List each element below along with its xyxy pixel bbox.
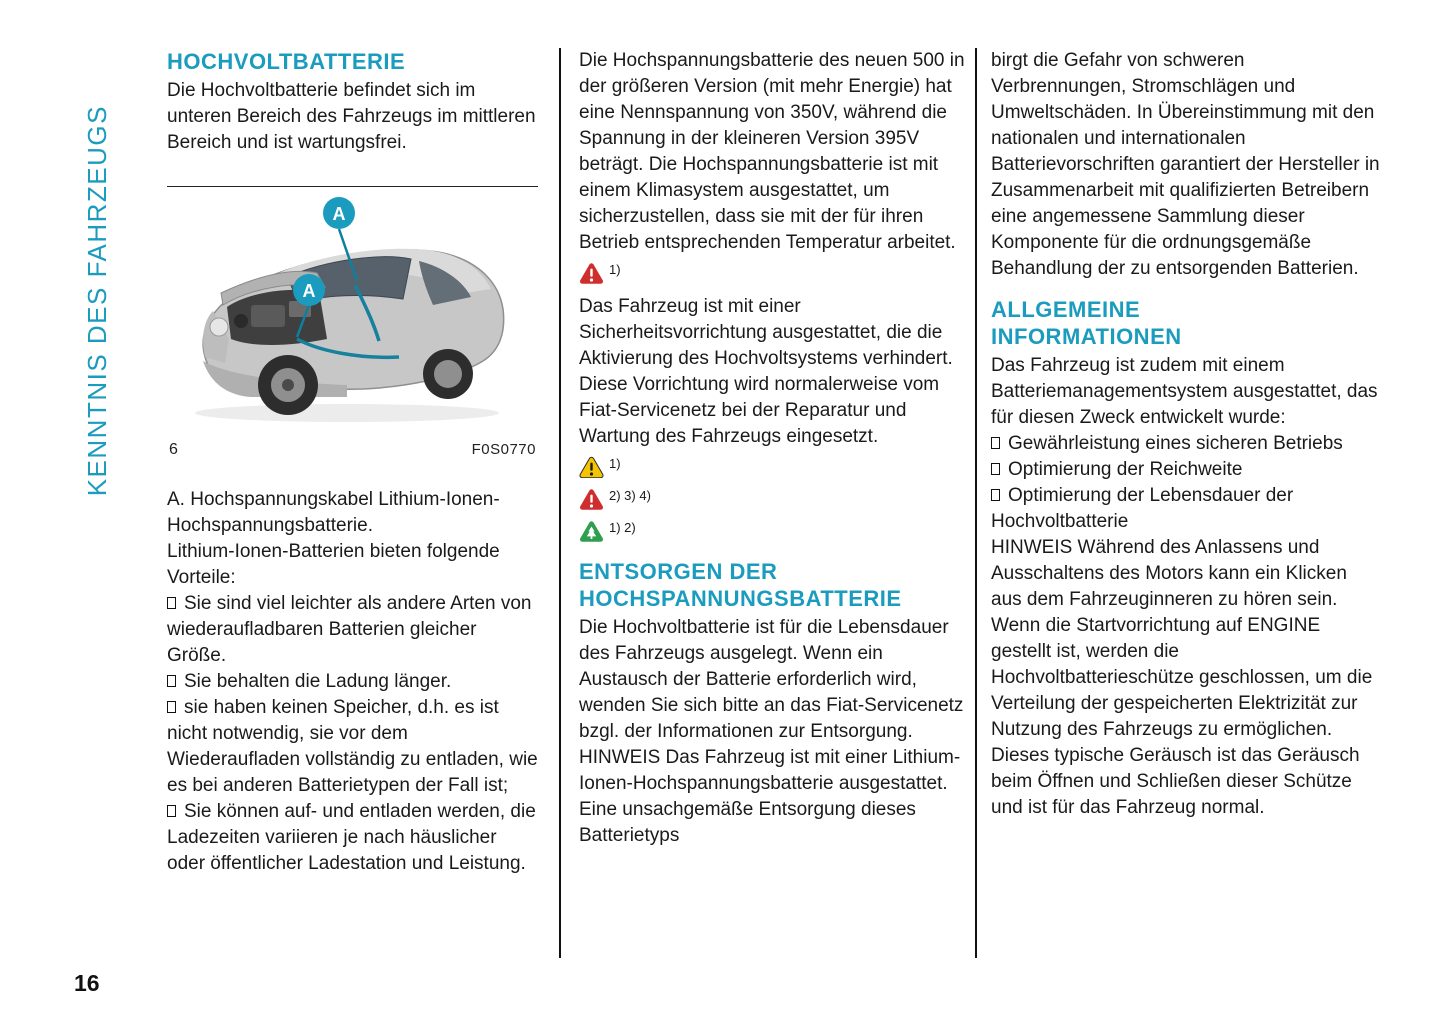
paragraph: Die Hochspannungsbatterie des neuen 500 in der größeren Version (mit mehr Energie) hat eine Nennspannung von 350V, während die Spannung in der kleineren Version 395V beträgt. Die Hochspannungsbatterie ist mit einem Klimasystem ausgestattet, um sicherzustellen, dass sie mit der für ihren Betrieb entsprechenden Temperatur arbeitet. xyxy=(579,50,965,253)
warning-refs: 2) 3) 4) xyxy=(609,488,651,503)
callout-a1-label: A xyxy=(332,204,346,224)
callout-a2-label: A xyxy=(302,281,316,301)
bullet-item: Optimierung der Lebensdauer der Hochvoltbatterie xyxy=(991,485,1294,532)
square-bullet-icon xyxy=(167,805,176,817)
column-1 xyxy=(167,48,538,877)
figure-code: F0S0770 xyxy=(471,441,536,458)
warning-refs: 1) 2) xyxy=(609,520,636,535)
page-number: 16 xyxy=(74,970,100,996)
headlight xyxy=(210,318,228,336)
section-heading-hochvoltbatterie: HOCHVOLTBATTERIE xyxy=(167,49,406,74)
bullet-item: Sie sind viel leichter als andere Arten von wiederaufladbaren Batterien gleicher Größe. xyxy=(167,593,532,666)
bullet-item: Gewährleistung eines sicheren Betriebs xyxy=(991,431,1381,457)
square-bullet-icon xyxy=(991,463,1000,475)
warning-reference-row xyxy=(579,456,965,482)
warning-reference-row xyxy=(579,520,965,546)
column-divider xyxy=(559,48,561,958)
square-bullet-icon xyxy=(167,701,176,713)
car-illustration xyxy=(167,189,538,433)
bullet-item: Sie behalten die Ladung länger. xyxy=(167,669,538,695)
warning-refs: 1) xyxy=(609,456,621,471)
column-3 xyxy=(991,48,1381,821)
paragraph: HINWEIS Das Fahrzeug ist mit einer Lithium-Ionen-Hochspannungsbatterie ausgestattet. Eine unsachgemäße Entsorgung dieses Batterietyps xyxy=(579,747,961,846)
warning-refs: 1) xyxy=(609,262,621,277)
bullet-item: sie haben keinen Speicher, d.h. es ist nicht notwendig, sie vor dem Wiederaufladen vollständig zu entladen, wie es bei anderen Batterietypen der Fall ist; xyxy=(167,697,538,796)
square-bullet-icon xyxy=(167,675,176,687)
warning-reference-row xyxy=(579,488,965,514)
paragraph: HINWEIS Während des Anlassens und Ausschaltens des Motors kann ein Klicken aus dem Fahrzeuginneren zu hören sein. Wenn die Startvorrichtung auf ENGINE gestellt ist, werden die Hochvoltbatterieschütze geschlossen, um die Verteilung der gespeicherten Elektrizität zur Nutzung des Fahrzeugs zu ermöglichen. Dieses typische Geräusch ist das Geräusch beim Öffnen und Schließen dieser Schütze und ist für das Fahrzeug normal. xyxy=(991,537,1373,818)
square-bullet-icon xyxy=(991,489,1000,501)
environment-triangle-green-icon xyxy=(579,520,604,542)
paragraph: Die Hochvoltbatterie befindet sich im unteren Bereich des Fahrzeugs im mittleren Bereich und ist wartungsfrei. xyxy=(167,80,536,153)
section-heading-allgemeine-informationen: ALLGEMEINE INFORMATIONEN xyxy=(991,297,1182,349)
column-2 xyxy=(579,48,965,849)
caution-triangle-yellow-icon xyxy=(579,456,604,478)
bullet-item: Optimierung der Reichweite xyxy=(991,457,1381,483)
section-heading-entsorgen: ENTSORGEN DER HOCHSPANNUNGSBATTERIE xyxy=(579,559,902,611)
figure-top-rule xyxy=(167,186,538,187)
paragraph: Die Hochvoltbatterie ist für die Lebensdauer des Fahrzeugs ausgelegt. Wenn ein Austausch der Batterie erforderlich wird, wenden Sie sich bitte an das Fiat-Servicenetz bzgl. der Informationen zur Entsorgung. xyxy=(579,617,964,742)
warning-reference-row xyxy=(579,262,965,288)
square-bullet-icon xyxy=(167,597,176,609)
paragraph: Das Fahrzeug ist mit einer Sicherheitsvorrichtung ausgestattet, die die Aktivierung des Hochvoltsystems verhindert. Diese Vorrichtung wird normalerweise vom Fiat-Servicenetz bei der Reparatur und Wartung des Fahrzeugs eingesetzt. xyxy=(579,296,953,447)
chapter-title: KENNTNIS DES FAHRZEUGS xyxy=(82,104,112,496)
column-divider xyxy=(975,48,977,958)
paragraph: birgt die Gefahr von schweren Verbrennungen, Stromschlägen und Umweltschäden. In Übereinstimmung mit den nationalen und internationalen Batterievorschriften garantiert der Hersteller in Zusammenarbeit mit qualifizierten Betreibern eine angemessene Sammlung dieser Komponente für die ordnungsgemäße Behandlung der zu entsorgenden Batterien. xyxy=(991,50,1380,279)
square-bullet-icon xyxy=(991,437,1000,449)
figure-legend: A. Hochspannungskabel Lithium-Ionen-Hochspannungsbatterie. xyxy=(167,489,500,536)
figure-caption-row xyxy=(167,437,538,463)
chapter-sidebar xyxy=(82,46,122,496)
figure-hv-battery xyxy=(167,186,538,463)
paragraph: Lithium-Ionen-Batterien bieten folgende Vorteile: xyxy=(167,541,500,588)
bullet-item: Sie können auf- und entladen werden, die Ladezeiten variieren je nach häuslicher oder öffentlicher Ladestation und Leistung. xyxy=(167,801,536,874)
warning-triangle-red-icon xyxy=(579,262,604,284)
figure-number: 6 xyxy=(169,441,178,458)
paragraph: Das Fahrzeug ist zudem mit einem Batteriemanagementsystem ausgestattet, das für diesen Zweck entwickelt wurde: xyxy=(991,355,1378,428)
warning-triangle-red-icon xyxy=(579,488,604,510)
